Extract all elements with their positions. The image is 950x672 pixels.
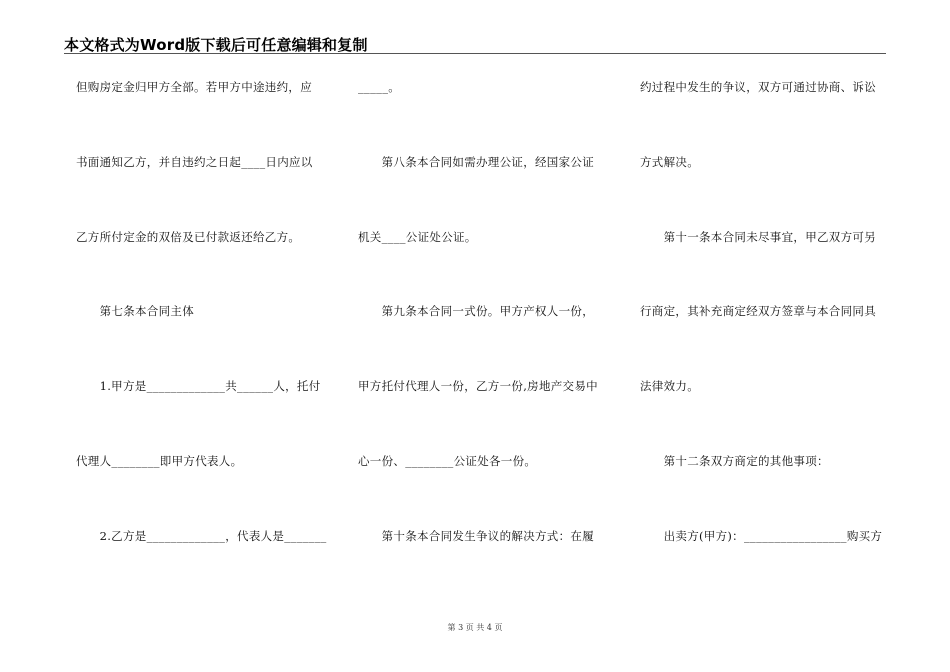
text-line: 第十条本合同发生争议的解决方式：在履 xyxy=(358,529,594,543)
text-line: 1.甲方是_____________共______人，托付 xyxy=(76,379,321,393)
text-column-1 xyxy=(76,0,326,672)
text-line: 乙方所付定金的双倍及已付款返还给乙方。 xyxy=(76,230,301,244)
text-line: 法律效力。 xyxy=(640,379,699,393)
text-line: 行商定，其补充商定经双方签章与本合同同具 xyxy=(640,304,876,318)
text-line: 甲方托付代理人一份，乙方一份,房地产交易中 xyxy=(358,379,598,393)
text-line: 第七条本合同主体 xyxy=(76,304,194,318)
text-line: 书面通知乙方，并自违约之日起____日内应以 xyxy=(76,155,313,169)
text-line: 约过程中发生的争议，双方可通过协商、诉讼 xyxy=(640,80,876,94)
text-line: 出卖方(甲方)：_________________购买方 xyxy=(640,529,883,543)
text-column-3 xyxy=(640,0,885,672)
header-title: 本文格式为Word版下载后可任意编辑和复制 xyxy=(64,36,368,54)
text-line: 第九条本合同一式份。甲方产权人一份， xyxy=(358,304,594,318)
text-line: 第十一条本合同未尽事宜，甲乙双方可另 xyxy=(640,230,876,244)
text-line: _____。 xyxy=(358,80,401,94)
page-number: 第 3 页 共 4 页 xyxy=(447,623,503,632)
text-line: 第八条本合同如需办理公证，经国家公证 xyxy=(358,155,594,169)
text-line: 心一份、________公证处各一份。 xyxy=(358,454,537,468)
text-line: 2.乙方是_____________，代表人是_______ xyxy=(76,529,327,543)
text-column-2 xyxy=(358,0,608,672)
text-line: 方式解决。 xyxy=(640,155,699,169)
text-line: 机关____公证处公证。 xyxy=(358,230,477,244)
text-line: 第十二条双方商定的其他事项： xyxy=(640,454,829,468)
text-line: 代理人________即甲方代表人。 xyxy=(76,454,243,468)
text-line: 但购房定金归甲方全部。若甲方中途违约，应 xyxy=(76,80,312,94)
